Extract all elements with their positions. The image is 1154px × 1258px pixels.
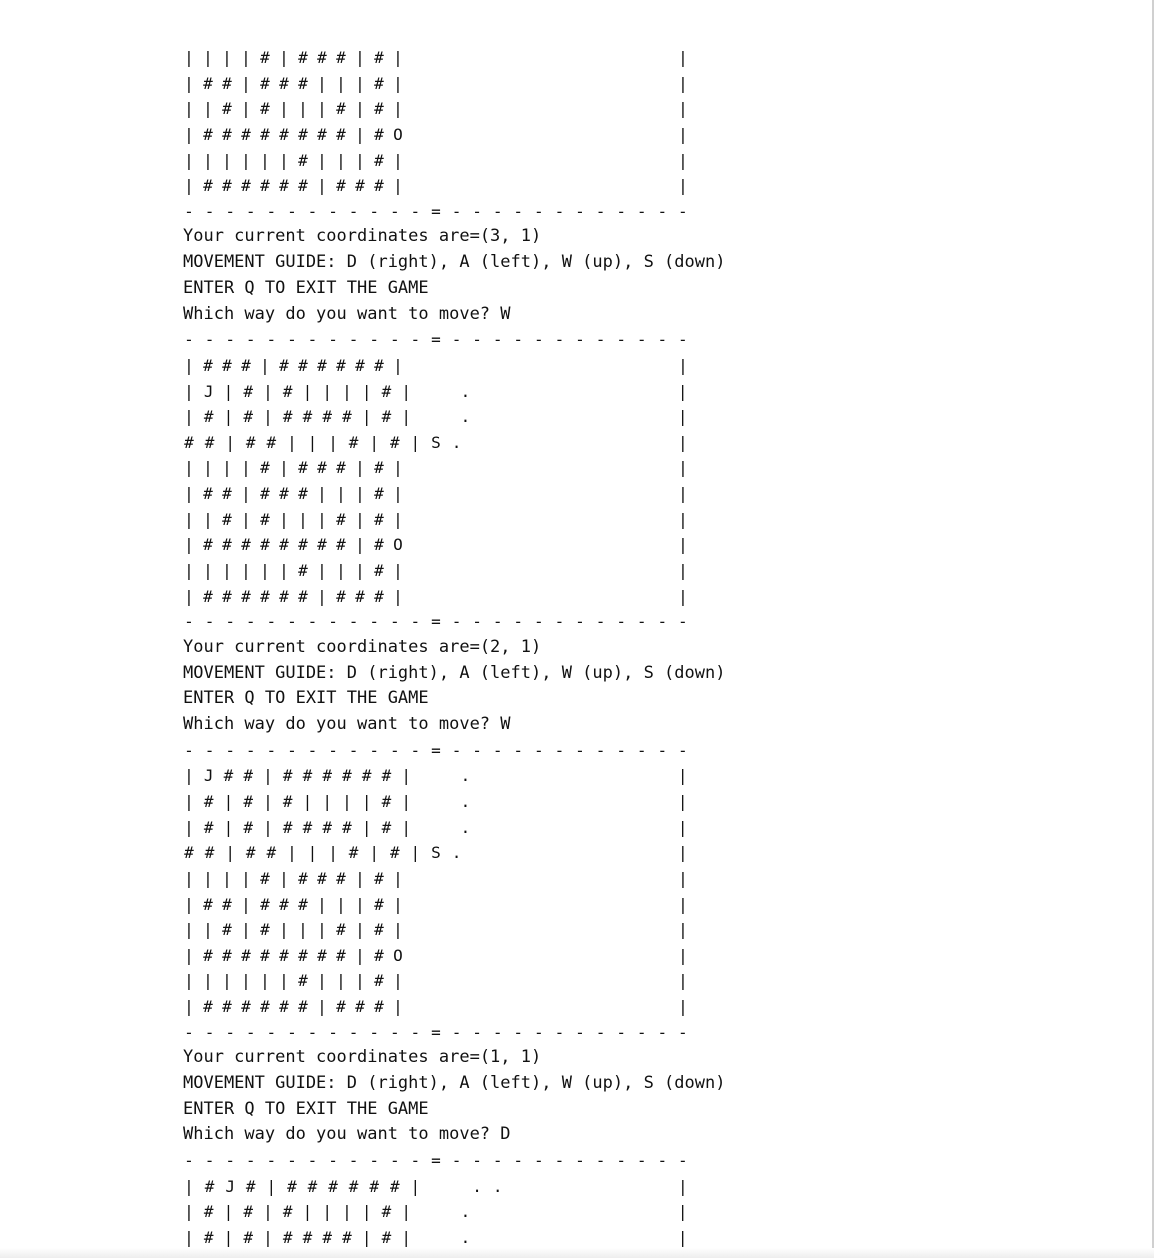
board-separator: - - - - - - - - - - - - = - - - - - - - - - - - - <box>184 1022 688 1042</box>
board-row: | J | # | # | | | | # | . | <box>184 381 688 401</box>
board-separator: - - - - - - - - - - - - = - - - - - - - - - - - - <box>184 330 688 350</box>
game-frame <box>183 353 1123 763</box>
coordinates-line <box>183 224 1123 250</box>
move-prompt-label: Which way do you want to move? <box>183 1124 491 1145</box>
game-frame <box>183 763 1123 1173</box>
movement-guide: MOVEMENT GUIDE: D (right), A (left), W (up), S (down) <box>183 662 726 683</box>
board-row: # # | # # | | | # | # | S . | <box>184 843 688 863</box>
board-row: | # # # # # # | # # # | | <box>184 997 688 1017</box>
move-prompt[interactable] <box>183 1122 1123 1148</box>
board-row: # # | # # | | | # | # | S . | <box>184 432 688 452</box>
move-input[interactable]: W <box>500 713 511 734</box>
move-prompt-label: Which way do you want to move? <box>183 303 491 324</box>
board-row: | | # | # | | | # | # | | <box>184 509 688 529</box>
board-row: | | # | # | | | # | # | | <box>184 99 688 119</box>
board-separator: - - - - - - - - - - - - = - - - - - - - - - - - - <box>184 740 688 760</box>
board-row: | J # # | # # # # # # | . | <box>184 766 688 786</box>
game-frame <box>183 1174 1123 1251</box>
board-row: | # | # | # | | | | # | . | <box>184 1202 688 1222</box>
game-frame <box>183 45 1123 353</box>
board-row: | | | | | | # | | | # | | <box>184 150 688 170</box>
movement-guide: MOVEMENT GUIDE: D (right), A (left), W (up), S (down) <box>183 252 726 273</box>
board-row: | # | # | # # # # | # | . | <box>184 817 688 837</box>
board-row: | | | | # | # # # | # | | <box>184 48 688 67</box>
coordinates-line <box>183 635 1123 661</box>
board-row: | # # # # # # | # # # | | <box>184 176 688 196</box>
board-separator: - - - - - - - - - - - - = - - - - - - - - - - - - <box>184 1151 688 1171</box>
movement-guide: MOVEMENT GUIDE: D (right), A (left), W (up), S (down) <box>183 1073 726 1094</box>
board-row: | # # # # # # # # | # O | <box>184 535 688 555</box>
board-row: | # | # | # # # # | # | . | <box>184 407 688 427</box>
board-row: | # # # # # # | # # # | | <box>184 586 688 606</box>
board-row: | # # | # # # | | | # | | <box>184 894 688 914</box>
board-separator: - - - - - - - - - - - - = - - - - - - - - - - - - <box>184 201 688 221</box>
coordinates-value: (1, 1) <box>479 1047 542 1068</box>
coordinates-value: (3, 1) <box>479 226 542 247</box>
coordinates-label: Your current coordinates are= <box>183 226 480 247</box>
board-row: | # # | # # # | | | # | | <box>184 484 688 504</box>
board-row: | | # | # | | | # | # | | <box>184 920 688 940</box>
coordinates-line <box>183 1045 1123 1071</box>
move-input[interactable]: W <box>500 303 511 324</box>
board-row: | # # # | # # # # # # | | <box>184 355 688 375</box>
board-row: | # | # | # | | | | # | . | <box>184 791 688 811</box>
board-row: | # # # # # # # # | # O | <box>184 945 688 965</box>
move-input[interactable]: D <box>500 1124 511 1145</box>
bottom-shade <box>0 1248 1154 1258</box>
board-row: | | | | | | # | | | # | | <box>184 561 688 580</box>
coordinates-label: Your current coordinates are= <box>183 636 480 657</box>
exit-hint: ENTER Q TO EXIT THE GAME <box>183 277 429 298</box>
move-prompt-label: Which way do you want to move? <box>183 713 491 734</box>
board-row: | | | | # | # # # | # | | <box>184 458 688 478</box>
board-row: | # | # | # # # # | # | . | <box>184 1228 688 1248</box>
board-row: | # # # # # # # # | # O | <box>184 124 688 144</box>
exit-hint: ENTER Q TO EXIT THE GAME <box>183 688 429 709</box>
terminal-output <box>183 45 1123 1251</box>
move-prompt[interactable] <box>183 712 1123 738</box>
board-row: | # # | # # # | | | # | | <box>184 73 688 93</box>
move-prompt[interactable] <box>183 302 1123 328</box>
board-row: | # J # | # # # # # # | . . | <box>184 1176 688 1196</box>
coordinates-value: (2, 1) <box>479 636 542 657</box>
board-row: | | | | # | # # # | # | | <box>184 868 688 888</box>
exit-hint: ENTER Q TO EXIT THE GAME <box>183 1098 429 1119</box>
board-row: | | | | | | # | | | # | | <box>184 971 688 991</box>
board-separator: - - - - - - - - - - - - = - - - - - - - - - - - - <box>184 612 688 632</box>
coordinates-label: Your current coordinates are= <box>183 1047 480 1068</box>
